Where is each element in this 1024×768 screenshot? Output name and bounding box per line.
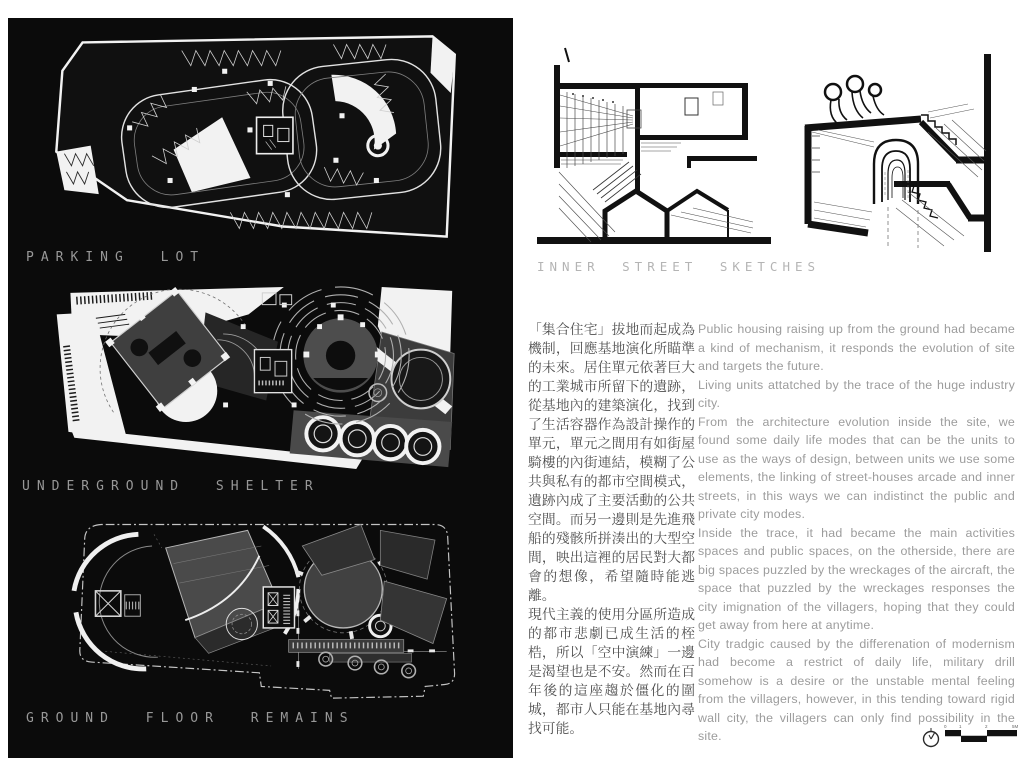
english-paragraph-3: From the architecture evolution inside the site, we found some daily life modes that can be the units to use as the ways of design, between units we use some elements, the linking of street-houses arcade and inner streets, in this ways we can indistinct the public and private city modes. bbox=[698, 414, 1015, 521]
underground-shelter-label: UNDERGROUND SHELTER bbox=[22, 479, 320, 494]
english-paragraph-1: Public housing raising up from the ground had became a kind of mechanism, it responds the evolution of site and targets the future. bbox=[698, 322, 1015, 373]
english-paragraph-4: Inside the trace, it had became the main activities spaces and public spaces, on the otherside, there are big spaces puzzled by the wreckages of the aircraft, the space that puzzled by the wreckages responses the city imignation of the villagers, hoping that they could get away from here at anytime. bbox=[698, 525, 1015, 632]
chinese-paragraph-1: 「集合住宅」拔地而起成為機制，回應基地演化所瞄準的未來。居住單元依著巨大的工業城市所留下的遺跡，從基地內的建築演化，找到了生活容器作為設計操作的單元，單元之間用有如街屋騎樓的內街連結，模糊了公共與私有的都市空間模式，遺跡內成了主要活動的公共空間。而另一邊則是先進飛船的殘骸所拼湊出的大型空間，映出這裡的居民對大都會的想像，希望隨時能逃離。 bbox=[528, 322, 695, 604]
scale-tick-2: 2 bbox=[985, 724, 988, 729]
tunnel-stairs-sketch bbox=[788, 52, 1016, 254]
chinese-text-column bbox=[528, 321, 695, 739]
chinese-paragraph-2: 現代主義的使用分區所造成的都市悲劇已成生活的桎梏，所以「空中演練」一邊是渴望也是不安。然而在百年後的這座趨於僵化的圍城，都市人只能在基地內尋找可能。 bbox=[528, 607, 695, 737]
parking-lot-label: PARKING LOT bbox=[26, 250, 206, 265]
inner-street-section-sketch bbox=[535, 40, 773, 252]
ceiling-dots bbox=[572, 93, 614, 103]
underground-shelter-plan-drawing bbox=[30, 285, 475, 471]
ground-floor-remains-plan-drawing bbox=[28, 505, 480, 705]
parking-lot-plan-drawing bbox=[30, 28, 475, 246]
scale-tick-0: 0 bbox=[944, 724, 947, 729]
english-text-column bbox=[698, 320, 1015, 746]
ground-floor-remains-label: GROUND FLOOR REMAINS bbox=[26, 711, 355, 726]
plans-panel bbox=[8, 18, 513, 758]
scale-bar bbox=[944, 721, 1022, 747]
english-paragraph-2: Living units attatched by the trace of the huge industry city. bbox=[698, 377, 1015, 410]
english-paragraph-5: City tradgic caused by the differenation of modernism had become a restrict of daily life, military drill somehow is a desire or the unstable mental feeling from the villagers, however, in this tending toward rigid wall city, the villagers can only find possibility in the site. bbox=[698, 636, 1015, 743]
scale-tick-3: 5M bbox=[1012, 724, 1019, 729]
north-arrow-icon bbox=[921, 723, 943, 751]
inner-street-sketches-label: INNER STREET SKETCHES bbox=[537, 259, 821, 274]
scale-tick-1: 1 bbox=[959, 724, 962, 729]
pipes bbox=[825, 76, 884, 124]
